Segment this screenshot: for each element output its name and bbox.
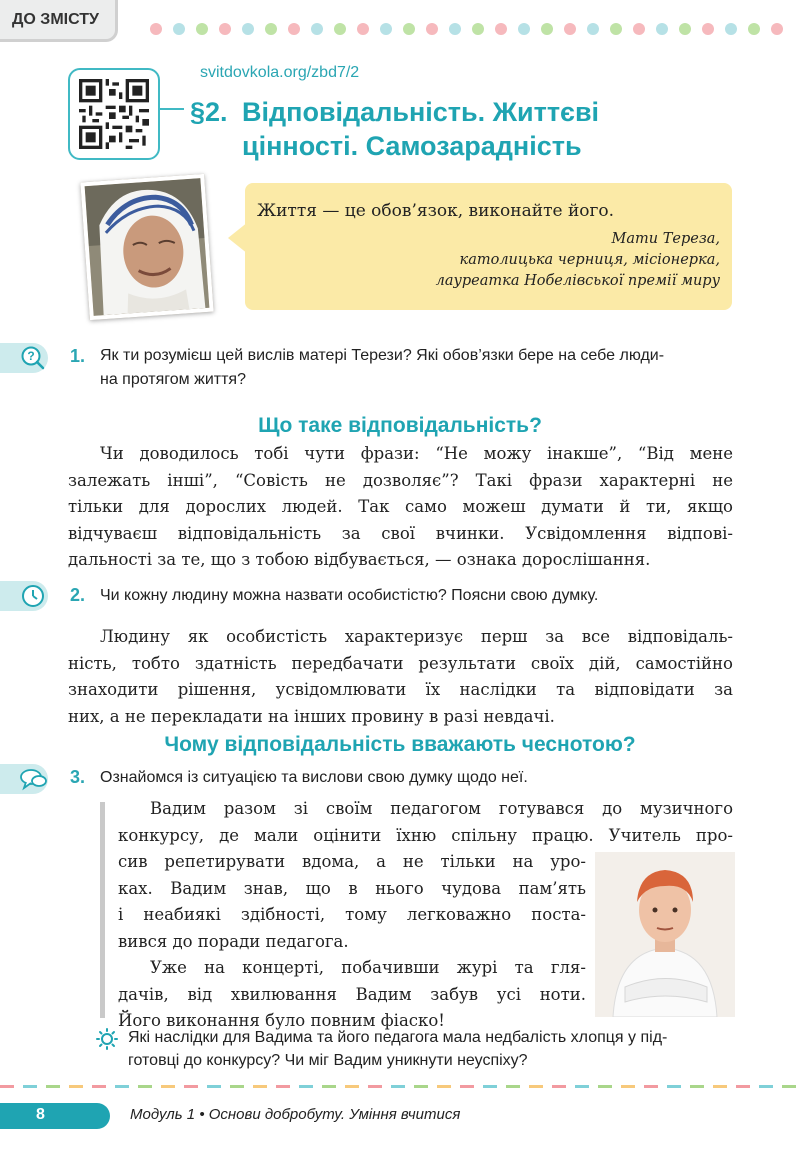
discussion-tag [0,764,48,794]
story-line: вився до поради педагога. [118,931,349,951]
divider-dash [138,1085,152,1088]
lesson-number: §2. [190,97,228,127]
decorative-dot [771,23,783,35]
decorative-dot [403,23,415,35]
paragraph-line: залежать інші”, “Совість не дозволяє”? Такі фрази характерні не [68,470,733,490]
divider-dash [782,1085,796,1088]
decorative-dot [357,23,369,35]
divider-dash [713,1085,727,1088]
divider-dash [161,1085,175,1088]
divider-dash [0,1085,14,1088]
paragraph-line: знаходити рішення, усвідомлювати їх наслідки та відповідати за [68,680,733,699]
section-1-paragraph [68,441,733,574]
divider-dash [598,1085,612,1088]
task-1-line2: на протягом життя? [100,371,246,388]
paragraph-line: ність, тобто здатність передбачати результати своїх дій, самостійно [68,653,733,673]
divider-dash [92,1085,106,1088]
lesson-title-line2: цінності. Самозарадність [242,131,582,161]
paragraph-line: тільки для дорослих людей. Так само можеш думати й ти, якщо [68,497,733,516]
divider-dash [483,1085,497,1088]
question-tag [0,343,48,373]
divider-dash [460,1085,474,1088]
decorative-dot [656,23,668,35]
decorative-dot [633,23,645,35]
divider-dash [207,1085,221,1088]
decorative-dot [150,23,162,35]
paragraph-line: них, а не перекладати на інших провину в разі невдачі. [68,706,555,726]
quote-author-desc2: лауреатка Нобелівської премії миру [435,273,720,289]
quote-attribution [436,229,720,292]
divider-dash [230,1085,244,1088]
paragraph-line: Чи доводилось тобі чути фрази: “Не можу інакше”, “Від мене [100,444,733,463]
section-heading-responsibility: Що таке відповідальність? [258,414,542,437]
quote-text: Життя — це обов’язок, виконайте його. [257,201,615,221]
personality-paragraph [68,624,733,730]
paragraph-line: Людину як особистість характеризує перш за все відповідаль- [100,627,733,646]
decorative-dot [242,23,254,35]
paragraph-line: дальності за те, що з тобою відбувається, — ознака дорослішання. [68,550,651,569]
task-2-text: Чи кожну людину можна назвати особистістю? Поясни свою думку. [100,587,599,604]
divider-dash [667,1085,681,1088]
mother-teresa-photo [80,174,213,320]
clock-icon [20,583,46,609]
boy-photo [595,852,735,1017]
story-line: Вадим разом зі своїм педагогом готувався до музичного [150,799,733,818]
divider-dash [299,1085,313,1088]
module-footer-text: Модуль 1 • Основи добробуту. Уміння вчитися [130,1106,461,1123]
lesson-url-link[interactable]: svitdovkola.org/zbd7/2 [200,64,360,81]
speech-bubbles-icon [20,766,48,792]
decorative-dot [311,23,323,35]
divider-dash [552,1085,566,1088]
reflection-question-line2: готовці до конкурсу? Чи міг Вадим уникнути неуспіху? [128,1052,528,1069]
task-1-text [100,344,740,392]
qr-code-icon [79,79,149,149]
decorative-dot [380,23,392,35]
back-to-contents-button[interactable]: ДО ЗМІСТУ [0,0,118,42]
quote-author: Мати Тереза, [611,231,720,247]
story-line: Уже на концерті, побачивши журі та гля- [150,958,586,977]
page-number: 8 [36,1106,45,1123]
decorative-dot [564,23,576,35]
decorative-dot [173,23,185,35]
divider-dash [437,1085,451,1088]
divider-dash [575,1085,589,1088]
paragraph-line: відчуваєш відповідальність за свої вчинки. Усвідомлення відпові- [68,523,733,543]
divider-dash [23,1085,37,1088]
decorative-dot [426,23,438,35]
decorative-dot [219,23,231,35]
divider-dash [644,1085,658,1088]
decorative-dot [702,23,714,35]
divider-dash [253,1085,267,1088]
decorative-dot [541,23,553,35]
page-number-tab [0,1103,110,1129]
lesson-title [190,95,690,163]
story-line: конкурсу, де мали оцінити їхню спільну працю. Учитель про- [118,825,733,845]
divider-dash [184,1085,198,1088]
divider-dash [322,1085,336,1088]
divider-dash [759,1085,773,1088]
decorative-dot [748,23,760,35]
section-heading-virtue: Чому відповідальність вважають чеснотою? [164,733,636,756]
decorative-dot [196,23,208,35]
decorative-dot [288,23,300,35]
qr-connector-line [160,108,184,110]
decorative-dot [725,23,737,35]
divider-dash [69,1085,83,1088]
divider-dash [345,1085,359,1088]
divider-dash [391,1085,405,1088]
time-tag [0,581,48,611]
story-line: Його виконання було повним фіаско! [118,1011,445,1030]
quote-bubble [245,183,732,310]
divider-dash [276,1085,290,1088]
divider-dash [690,1085,704,1088]
task-1-number: 1. [70,346,86,366]
divider-dash [736,1085,750,1088]
decorative-dot [449,23,461,35]
decorative-dot [518,23,530,35]
divider-dash [506,1085,520,1088]
story-line: і неабиякі здібності, тому легковажно поста- [118,905,586,924]
question-magnifier-icon [20,345,46,371]
svg-text:?: ? [27,349,35,363]
lesson-title-line1: Відповідальність. Життєві [242,97,600,127]
decorative-dot [610,23,622,35]
divider-dash [115,1085,129,1088]
task-1-line1: Як ти розумієш цей вислів матері Терези? Які обов’язки бере на себе люди- [100,347,665,364]
task-2-number: 2. [70,585,86,605]
divider-dash [368,1085,382,1088]
task-3-number: 3. [70,767,86,787]
reflection-question-line1: Які наслідки для Вадима та його педагога мала недбалість хлопця у під- [128,1029,668,1046]
divider-dash [621,1085,635,1088]
story-line: дачів, від хвилювання Вадим забув усі ноти. [118,984,586,1004]
decorative-dot [265,23,277,35]
decorative-dot [587,23,599,35]
story-line: сив репетирувати вдома, а не тільки на уро- [118,852,586,871]
divider-dash [529,1085,543,1088]
decorative-dots [150,20,800,34]
decorative-dot [679,23,691,35]
story-line: ках. Вадим знав, що в нього чудова пам’ять [118,878,586,898]
qr-code[interactable] [68,68,160,160]
divider-dash [46,1085,60,1088]
task-3-text: Ознайомся із ситуацією та вислови свою думку щодо неї. [100,769,528,786]
quote-author-desc1: католицька черниця, місіонерка, [459,252,720,268]
story-side-bar [100,802,105,1018]
divider-dash [414,1085,428,1088]
sun-icon [96,1028,118,1050]
decorative-dot [472,23,484,35]
reflection-question [128,1026,728,1072]
decorative-dot [495,23,507,35]
footer-dashed-divider [0,1085,800,1088]
decorative-dot [334,23,346,35]
